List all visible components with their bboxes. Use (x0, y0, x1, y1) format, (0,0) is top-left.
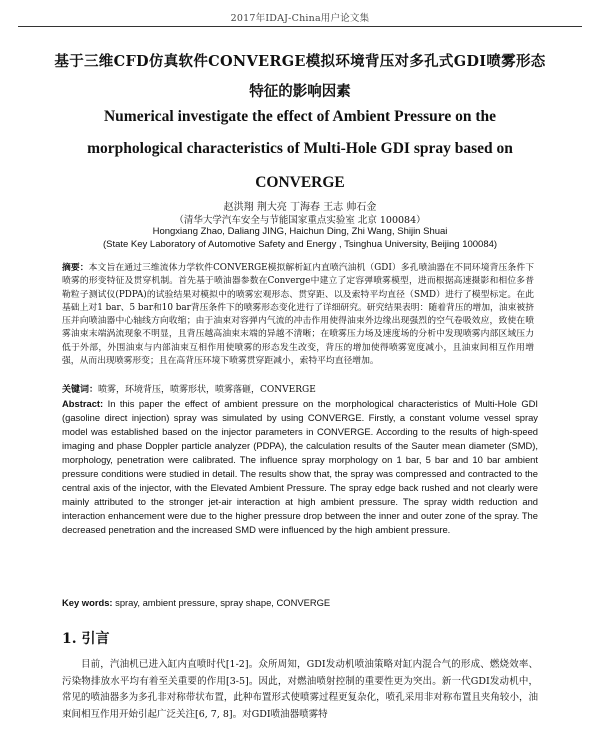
authors-cn: 赵洪翔 荆大亮 丁海春 王志 帅石金 (223, 202, 377, 213)
title-cn-line-2: 特征的影响因素 (249, 83, 351, 100)
abstract-cn-text: 本文旨在通过三维流体力学软件CONVERGE模拟解析缸内直喷汽油机（GDI）多孔喷油器在不同环境背压条件下喷雾的形变特征及贯穿机制。首先基于喷油器参数在Converge中建立了定容弹喷雾模型，进而根据高速摄影和相位多普勒粒子测试仪(PDPA)的试验结果对模拟中的喷雾宏观形态、贯穿距、以及索特平均直径（SMD）进行了模型标定。在此基础上对1 bar、5 bar和10 bar背压条件下的喷雾形态变化进行了详细研究。研究结果表明：随着背压的增加，油束被挤压并向喷油器中心轴线方向收缩；由于油束对容弹内气流的冲击作用使得油束外边缘出现强烈的空气卷吸效应，致使在喷雾油束末端涡流现象不明显，且背压越高油束末端的异越不清晰；在喷雾压力场及速度场的分析中发现喷雾内部区域压力低于外部，外围油束与内部油束互相作用使喷雾的形态发生改变，背压的增加使得喷雾宽度减小，且油束间相互作用增强，从而出现喷雾形变；且在高背压环境下喷雾贯穿距减小，索特平均直径增加。 (62, 263, 534, 367)
authors-en: Hongxiang Zhao, Daliang JING, Haichun Ding, Zhi Wang, Shijin Shuai (152, 226, 448, 237)
keywords-cn-text: 喷雾，环境背压，喷雾形状，喷雾落砸，CONVERGE (98, 385, 316, 395)
title-cn-line-1: 基于三维CFD仿真软件CONVERGE模拟环境背压对多孔式GDI喷雾形态 (54, 53, 546, 70)
keywords-en-label: Key words: (62, 597, 113, 608)
affiliation-cn: （清华大学汽车安全与节能国家重点实验室 北京 100084） (174, 215, 426, 226)
running-header: 2017年IDAJ-China用户论文集 (230, 13, 370, 24)
keywords-cn-label: 关键词： (62, 385, 99, 395)
affiliation-en: (State Key Laboratory of Automotive Safety and Energy , Tsinghua University, Beijing 100084) (102, 239, 498, 250)
introduction-paragraph: 目前，汽油机已进入缸内直喷时代[1-2]。众所周知，GDI发动机喷油策略对缸内混合气的形成、燃烧效率、污染物排放水平均有着至关重要的作用[3-5]。因此，对燃油喷射控制的重要性更为突出。新一代GDI发动机中，常见的喷油器多为多孔非对称带状布置，此种布置形式使喷雾过程更复杂化，喷孔采用非对称布置且夹角较小，油束间相互作用开始引起广泛关注[6, 7, 8]。对GDI喷油器喷雾特 (62, 659, 538, 720)
title-en-line-1: Numerical investigate the effect of Ambient Pressure on the (103, 108, 496, 125)
keywords-en-text: spray, ambient pressure, spray shape, CONVERGE (115, 597, 331, 608)
abstract-cn (62, 262, 534, 368)
keywords-cn (62, 382, 316, 395)
abstract-en-text: In this paper the effect of ambient pressure on the morphological characteristics of Multi-Hole GDI (gasoline direct injection) spray was simulated by using CONVERGE. Firstly, a constant volume vessel spray model was established based on the injector parameters in CONVERGE. According to the results of high-speed imaging and phase Doppler particle analyzer (PDPA), the calculation results of the Sauter mean diameter (SMD), morphology, penetration were calibrated. The influence spray morphology on 1 bar, 5 bar and 10 bar ambient pressure conditions were studied in detail. The results show that, the spray was compressed and contracted to the central axis of the injector, with the Elevated Ambient Pressure. The spray edge back rushed and not clearly were mainly attributed to the stronger jet-air interaction at high ambient pressure. The spray width reduction and interaction enhancement were due to the higher pressure drop between the inner and outer zone of the spray. The decreased penetration and the increased SMD were influenced by the high ambient pressure. (62, 398, 538, 535)
title-en-line-2: morphological characteristics of Multi-Hole GDI spray based on (87, 140, 513, 157)
abstract-en-label: Abstract: (62, 398, 104, 409)
abstract-cn-label: 摘要： (62, 263, 89, 273)
keywords-en (62, 597, 330, 608)
section-heading-introduction: 1. 引言 (62, 631, 110, 647)
abstract-en (62, 397, 538, 537)
header-divider (18, 26, 582, 27)
title-en-line-3: CONVERGE (255, 174, 345, 191)
